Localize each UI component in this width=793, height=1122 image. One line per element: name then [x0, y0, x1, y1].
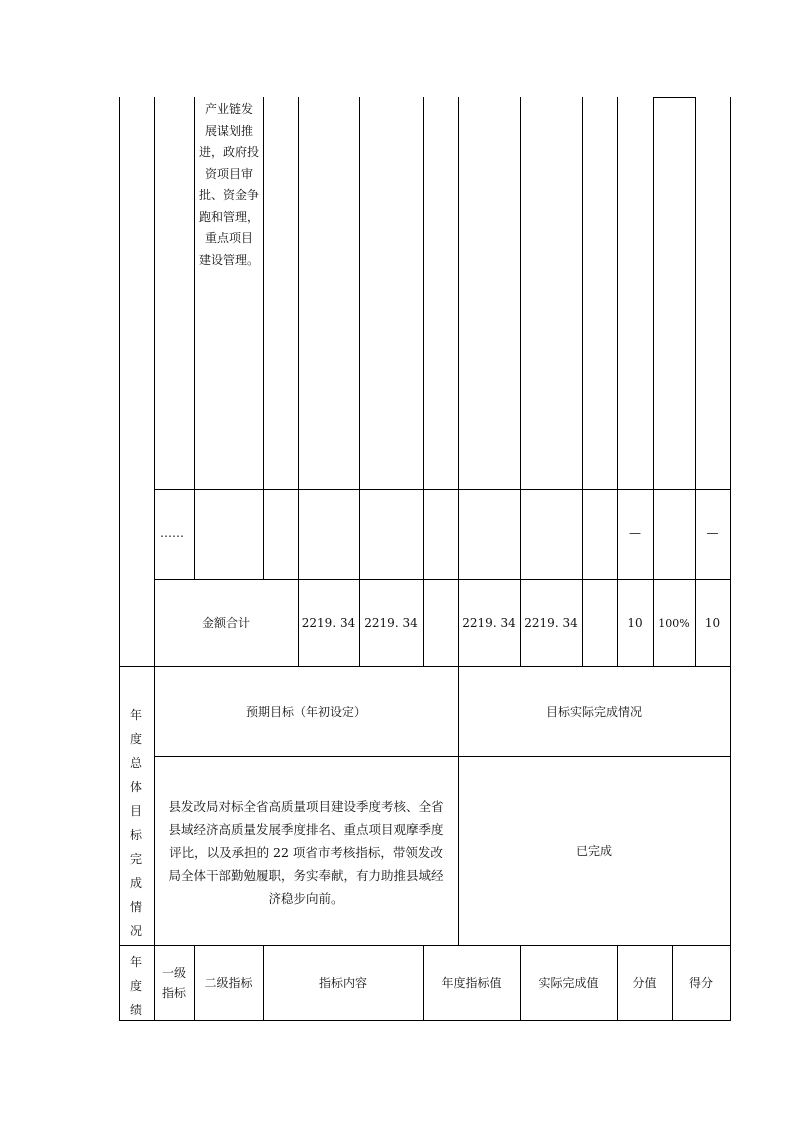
- col-divider: [582, 97, 583, 667]
- col-divider: [653, 97, 654, 667]
- perf-section-label: 年 度 绩: [129, 955, 142, 1017]
- cell-top-border: [653, 97, 695, 98]
- dash-cell: —: [629, 526, 641, 540]
- col-divider: [263, 97, 264, 580]
- item-description: 产业链发 展谋划推 进，政府投 资项目审 批、资金争 跑和管理， 重点项目 建设管理。: [198, 102, 259, 267]
- annual-value-header: 年度指标值: [441, 976, 502, 990]
- row-divider: [119, 945, 731, 946]
- total-adjusted: 2219. 34: [364, 616, 418, 630]
- col-divider: [194, 97, 195, 580]
- total-actual: 2219. 34: [524, 616, 578, 630]
- goals-section-label: 年 度 总 体 目 标 完 成 情 况: [129, 708, 142, 938]
- row-divider: [119, 666, 731, 667]
- score-header: 分值: [632, 976, 657, 990]
- dash-cell: —: [706, 526, 719, 540]
- expected-goals-text: 县发改局对标全省高质量项目建设季度考核、全省 县域经济高质量发展季度排名、重点项目观摩季度 评比，以及承担的 22 项省市考核指标，带领发改 局全体干部勤勉履职，务实奉献，有力助推县域经 济稳步向前。: [168, 799, 444, 906]
- col-divider: [520, 97, 521, 667]
- table-bottom-border: [119, 1020, 731, 1021]
- indicator-content-header: 指标内容: [318, 976, 367, 990]
- col-divider: [298, 97, 299, 667]
- row-divider: [154, 579, 731, 580]
- col-divider: [423, 97, 424, 667]
- expected-goals-header: 预期目标（年初设定）: [245, 705, 366, 719]
- col-divider: [359, 97, 360, 667]
- total-executed: 2219. 34: [462, 616, 516, 630]
- col-divider: [458, 97, 459, 946]
- row-divider: [154, 489, 731, 490]
- total-score: 10: [627, 616, 643, 630]
- table-left-border: [119, 97, 120, 1021]
- total-label: 金额合计: [201, 616, 250, 630]
- col-divider: [695, 97, 696, 667]
- actual-goals-header: 目标实际完成情况: [545, 705, 642, 719]
- ellipsis-cell: ……: [160, 526, 184, 540]
- total-points: 10: [704, 616, 721, 630]
- col-divider: [617, 97, 618, 667]
- total-budget: 2219. 34: [301, 616, 356, 630]
- col-divider: [154, 97, 155, 946]
- total-rate: 100%: [658, 617, 690, 630]
- level1-indicator-header: 一级 指标: [161, 966, 186, 1000]
- actual-value-header: 实际完成值: [538, 976, 599, 990]
- got-score-header: 得分: [688, 976, 713, 990]
- actual-goals-text: 已完成: [575, 844, 612, 858]
- row-divider: [154, 756, 731, 757]
- level2-indicator-header: 二级指标: [204, 976, 253, 990]
- table-right-border: [730, 97, 731, 1021]
